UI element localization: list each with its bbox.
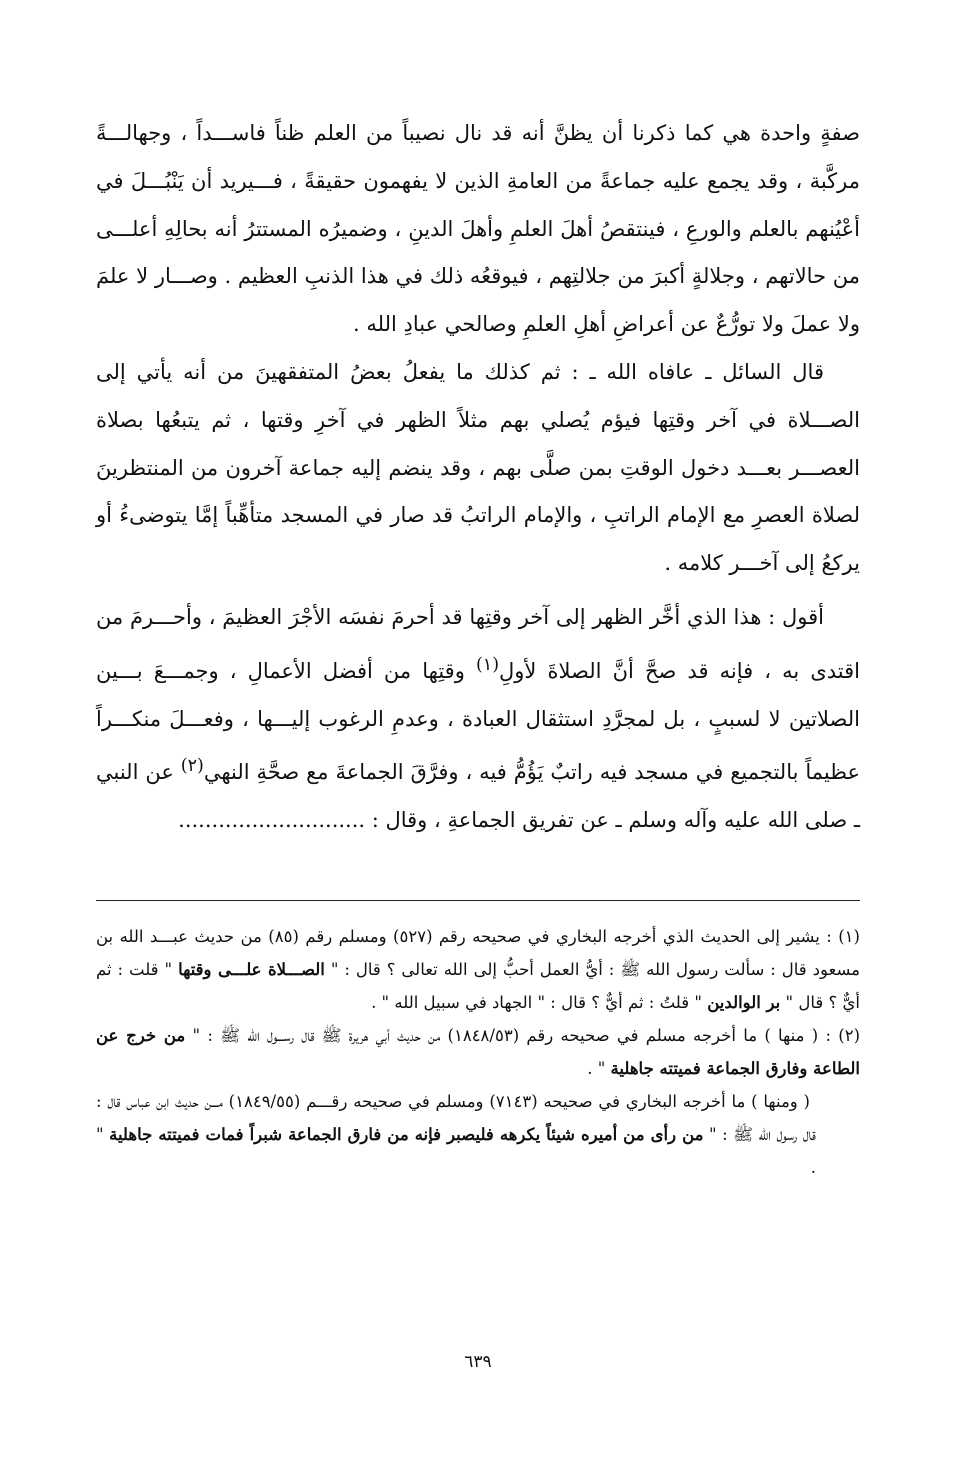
footnote-3-text-c: " .: [96, 1125, 816, 1177]
footnote-3-text-a: ( ومنها ) ما أخرجه البخاري في صحيحه (٧١٤٣) ومسلم في صحيحه رقـــم (١٨٤٩/٥٥) مـــن حديث ابن عباس قال : قال رسول الله ﷺ : ": [96, 1092, 816, 1144]
footnote-1-hadith: الصـــلاة علـــى وقتها: [178, 960, 325, 979]
footnote-2: [96, 1019, 860, 1085]
footnote-3-hadith: من رأى من أميره شيئاً يكرهه فليصبر فإنه من فارق الجماعة شبراً فمات فميتته جاهلية: [109, 1125, 704, 1144]
footnote-2-text-a: ( منها ) ما أخرجه مسلم في صحيحه رقم (١٨٤٨/٥٣) من حديث أبي هريرة ﷺ قال رســـول الله ﷺ : ": [192, 1026, 819, 1045]
footnotes: [96, 920, 860, 1184]
footnote-2-label: (٢) :: [825, 1026, 860, 1045]
page-number: ٦٣٩: [464, 1352, 492, 1372]
footnote-ref-1[interactable]: (١): [475, 654, 500, 675]
footnote-separator: [96, 900, 860, 901]
footnote-1-text-d: " قلتُ : ثم أيٌّ ؟ قال : " الجهاد في سبيل الله " .: [371, 993, 702, 1012]
footnote-1-text-a: يشير إلى الحديث الذي أخرجه البخاري في صحيحه رقم (٥٢٧) ومسلم رقم (٨٥) من حديث عبـــد الله بن مسعود قال : سألت رسول الله ﷺ : أيُّ العمل أحبُّ إلى الله تعالى ؟ قال : ": [96, 927, 861, 979]
main-text: [96, 110, 860, 845]
footnote-1: [96, 920, 860, 1019]
footnote-1-label: (١) :: [826, 927, 860, 946]
paragraph-2: قال السائل ـ عافاه الله ـ : ثم كذلك ما يفعلُ بعضُ المتفقهينَ من أنه يأتي إلى الصـــلاة في آخر وقتِها فيؤم يُصلي بهم مثلاً الظهر في آخرِ وقتها ، ثم يتبعُها بصلاة العصـــر بعـــد دخول الوقتِ بمن صلَّى بهم ، وقد ينضم إليه جماعة آخرون من المنتظرينَ لصلاة العصرِ مع الإمام الراتبِ ، والإمام الراتبُ قد صار في المسجد متأهِّباً إمَّا يتوضىءُ أو يركعُ إلى آخـــر كلامه .: [96, 359, 860, 576]
footnote-2-hadith: من خرج عن الطاعة وفارق الجماعة فميتته جاهلية: [96, 1026, 860, 1078]
paragraph-3: [96, 594, 860, 845]
footnote-2-text-c: " .: [587, 1059, 606, 1078]
paragraph-1: صفةٍ واحدة هي كما ذكرنا أن يظنَّ أنه قد نال نصيباً من العلم ظناً فاســـداً ، وجهالـــةً مركَّبة ، وقد يجمع عليه جماعةً من العامةِ الذين لا يفهمون حقيقةً ، فـــيريد أن يَنْبُـــلَ في أعْيُنهم بالعلم والورعِ ، فينتقصُ أهلَ العلمِ وأهلَ الدينِ ، وضميرُه المستترُ أنه بحالِهِ أعلـــى من حالاتهم ، وجلالةٍ أكبرَ من جلالتِهم ، فيوقعُه ذلك في هذا الذنبِ العظيم . وصـــار لا علمَ ولا عملَ ولا تورُّعٌ عن أعراضِ أهلِ العلمِ وصالحي عبادِ الله .: [96, 121, 860, 337]
footnote-2-continued: [96, 1085, 860, 1184]
paragraph-3-intro: أقول : هذا الذي أخَّر الظهر إلى آخر وقتِها قد أحرمَ نفسَه الأجْرَ العظيمَ ، وأحـــرمَ من اقتدى به ، فإنه قد صحَّ أنَّ الصلاةَ لأولِ: [96, 604, 860, 683]
paragraph-3-middle: وقتِها من أفضل الأعمالِ ، وجمـــعَ بـــين الصلاتين لا لسببٍ ، بل لمجرَّدِ استثقال العبادة ، وعدمِ الرغوب إليـــها ، وفعـــلَ منكـــراً عظيماً بالتجميع في مسجد فيه راتبٌ يَؤُمُّ فيه ، وفرَّقَ الجماعةَ مع صحَّةِ النهي: [96, 658, 860, 785]
footnote-ref-2[interactable]: (٢): [180, 756, 204, 777]
footnote-1-hadith-2: بر الوالدين: [707, 993, 781, 1012]
paragraph-3-end: عن النبي ـ صلى الله عليه وآله وسلم ـ عن تفريق الجماعةِ ، وقال : ............................: [96, 760, 860, 833]
footnote-1-text-c: " قلت : ثم أيٌّ ؟ قال ": [96, 960, 860, 1012]
